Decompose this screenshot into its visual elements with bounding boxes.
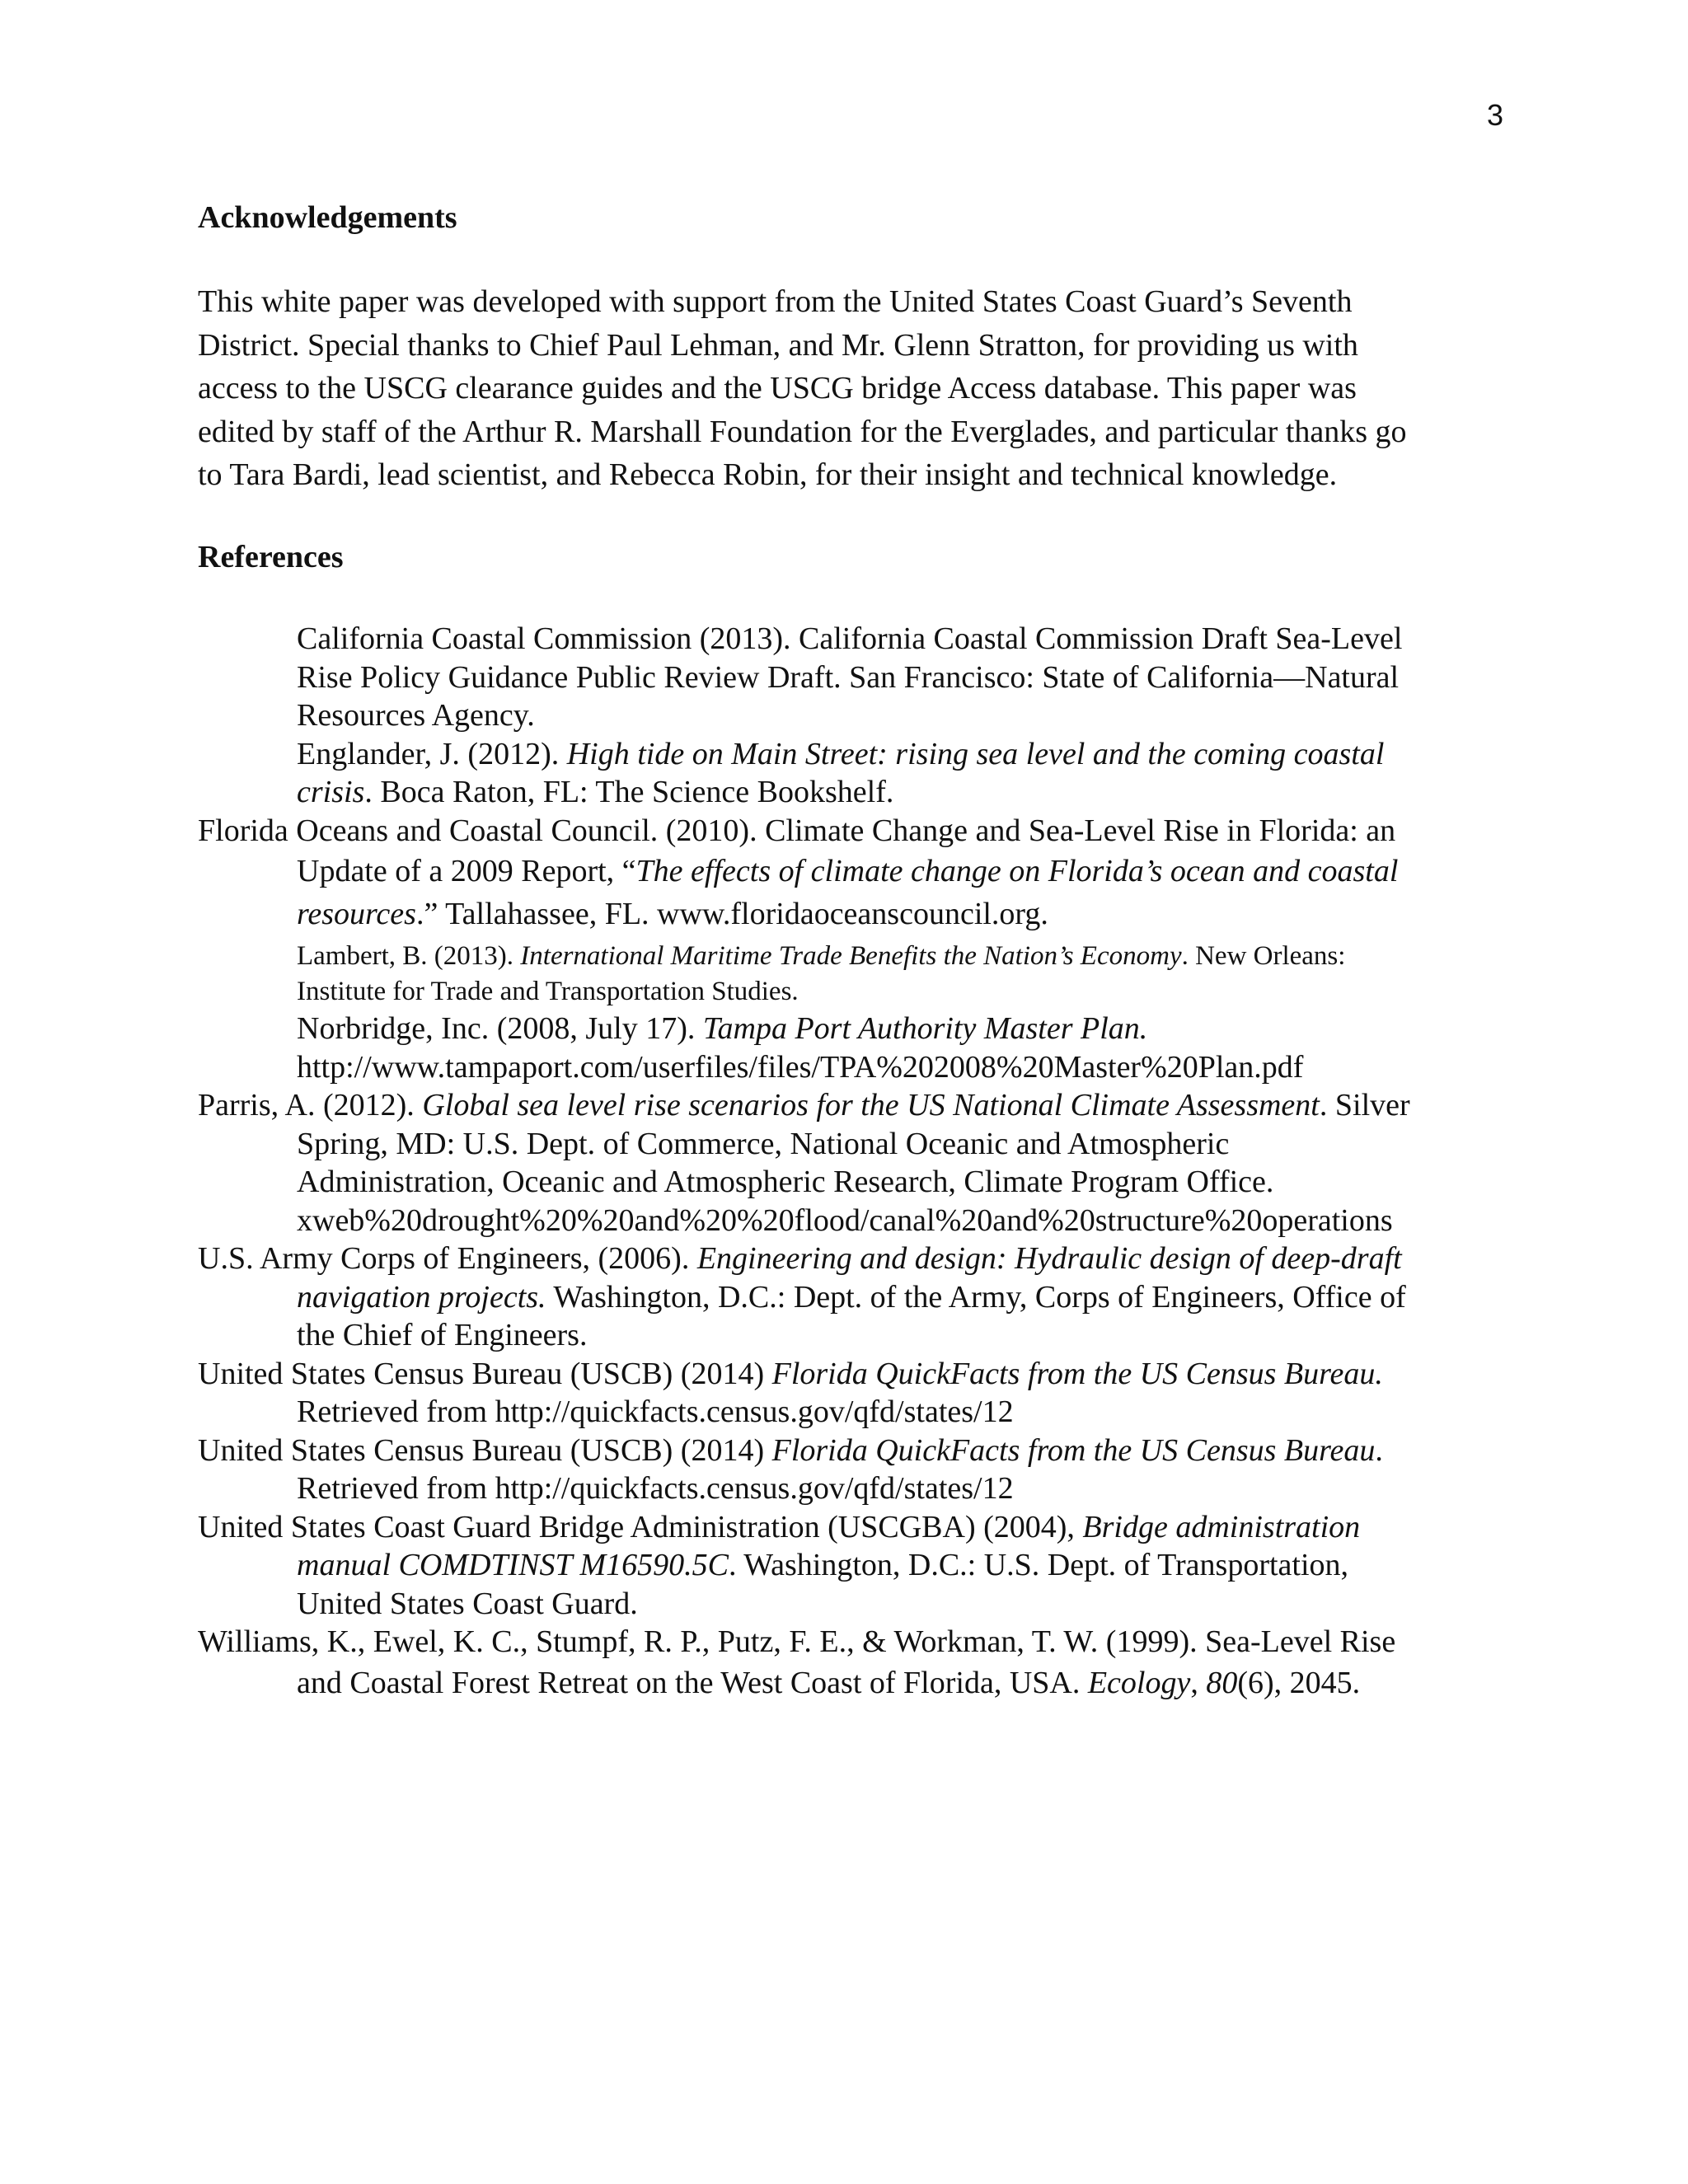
reference-line	[198, 620, 1517, 658]
reference-text: Spring, MD: U.S. Dept. of Commerce, National Oceanic and Atmospheric	[297, 1126, 1230, 1161]
reference-line	[198, 696, 1517, 735]
reference-line	[198, 1125, 1517, 1164]
reference-text: . Washington, D.C.: U.S. Dept. of Transportation,	[728, 1548, 1349, 1582]
reference-line	[198, 1086, 1517, 1125]
reference-url: xweb%20drought%20%20and%20%20flood/canal%20and%20structure%20operations	[297, 1202, 1393, 1238]
reference-title: Global sea level rise scenarios for the US National Climate Assessment	[422, 1088, 1320, 1122]
reference-line	[198, 1010, 1517, 1048]
reference-line	[198, 1546, 1517, 1585]
reference-text: Englander, J. (2012).	[297, 736, 567, 771]
reference-text: United States Coast Guard Bridge Administration (USCGBA) (2004),	[198, 1509, 1083, 1544]
reference-list	[198, 620, 1517, 1704]
acknowledgements-line: edited by staff of the Arthur R. Marshall Foundation for the Everglades, and particular thanks go	[198, 414, 1407, 449]
reference-text: . Silver	[1319, 1088, 1410, 1122]
reference-entry	[198, 620, 1517, 735]
reference-line	[198, 1508, 1517, 1547]
reference-line	[198, 1316, 1517, 1355]
reference-title: navigation projects.	[297, 1279, 546, 1315]
reference-title: The effects of climate change on Florida’s ocean and coastal	[635, 854, 1399, 888]
reference-volume: 80	[1206, 1665, 1238, 1700]
reference-line	[198, 812, 1517, 851]
reference-text: Parris, A. (2012).	[198, 1088, 423, 1122]
reference-text: Williams, K., Ewel, K. C., Stumpf, R. P., Putz, F. E., & Workman, T. W. (1999). Sea-Level Rise	[198, 1624, 1396, 1659]
reference-title: crisis	[297, 775, 365, 809]
reference-text: U.S. Army Corps of Engineers, (2006).	[198, 1241, 697, 1276]
reference-entry	[198, 939, 1517, 1010]
reference-text: Institute for Trade and Transportation Studies.	[297, 977, 799, 1006]
reference-text: Retrieved from http://quickfacts.census.gov/qfd/states/12	[297, 1394, 1014, 1429]
reference-entry	[198, 1086, 1517, 1240]
reference-line	[198, 974, 1517, 1010]
acknowledgements-paragraph	[198, 280, 1517, 497]
reference-line	[198, 1048, 1517, 1087]
reference-entry	[198, 1010, 1517, 1086]
reference-line	[198, 773, 1517, 812]
reference-title: International Maritime Trade Benefits the Nation’s Economy	[520, 941, 1182, 971]
reference-text: and Coastal Forest Retreat on the West Coast of Florida, USA.	[297, 1665, 1088, 1700]
reference-title: manual COMDTINST M16590.5C	[297, 1548, 729, 1582]
acknowledgements-heading: Acknowledgements	[198, 200, 457, 235]
reference-text: Retrieved from http://quickfacts.census.gov/qfd/states/12	[297, 1471, 1014, 1506]
reference-entry	[198, 1355, 1517, 1432]
reference-text: Norbridge, Inc. (2008, July 17).	[297, 1011, 703, 1046]
reference-line	[198, 939, 1517, 974]
reference-title: resources	[297, 897, 416, 931]
reference-entry	[198, 1432, 1517, 1508]
reference-line	[198, 1240, 1517, 1278]
reference-title: Tampa Port Authority Master Plan.	[702, 1011, 1148, 1046]
reference-text: (6), 2045.	[1237, 1665, 1361, 1700]
reference-title: Ecology	[1087, 1665, 1191, 1700]
acknowledgements-line: access to the USCG clearance guides and the USCG bridge Access database. This paper was	[198, 371, 1357, 405]
reference-text: Lambert, B. (2013).	[297, 941, 521, 971]
reference-url: http://www.tampaport.com/userfiles/files/TPA%202008%20Master%20Plan.pdf	[297, 1049, 1304, 1085]
reference-text: Update of a 2009 Report, “	[297, 854, 636, 888]
page-number: 3	[1486, 98, 1503, 132]
reference-title: Engineering and design: Hydraulic design of deep-draft	[696, 1241, 1402, 1276]
reference-entry	[198, 1240, 1517, 1355]
reference-line	[198, 1393, 1517, 1432]
reference-line	[198, 1355, 1517, 1394]
reference-title: Florida QuickFacts from the US Census Bureau.	[771, 1356, 1383, 1391]
reference-text: Florida Oceans and Coastal Council. (2010). Climate Change and Sea-Level Rise in Florida: an	[198, 813, 1396, 848]
reference-line	[198, 1163, 1517, 1202]
reference-text: United States Census Bureau (USCB) (2014)	[198, 1356, 772, 1391]
reference-line	[198, 1432, 1517, 1470]
reference-line	[198, 1585, 1517, 1624]
reference-title: High tide on Main Street: rising sea level and the coming coastal	[566, 736, 1385, 771]
reference-text: California Coastal Commission (2013). California Coastal Commission Draft Sea-Level	[297, 621, 1403, 656]
reference-text: ,	[1190, 1665, 1207, 1700]
reference-text: .	[1375, 1432, 1383, 1468]
reference-text: Washington, D.C.: Dept. of the Army, Corps of Engineers, Office of	[546, 1279, 1406, 1315]
references-heading: References	[198, 540, 344, 574]
reference-line	[198, 658, 1517, 697]
reference-text: Rise Policy Guidance Public Review Draft. San Francisco: State of California—Natural	[297, 659, 1400, 695]
reference-text: . New Orleans:	[1181, 941, 1346, 971]
reference-line	[198, 1278, 1517, 1317]
reference-entry	[198, 1508, 1517, 1624]
reference-entry	[198, 735, 1517, 812]
reference-line	[198, 893, 1517, 935]
acknowledgements-line: to Tara Bardi, lead scientist, and Rebecca Robin, for their insight and technical knowledge.	[198, 457, 1338, 492]
reference-title: Bridge administration	[1082, 1509, 1361, 1544]
reference-line	[198, 1469, 1517, 1508]
reference-text: . Boca Raton, FL: The Science Bookshelf.	[364, 775, 894, 809]
reference-entry	[198, 1623, 1517, 1704]
reference-line	[198, 735, 1517, 774]
reference-title: Florida QuickFacts from the US Census Bureau	[771, 1432, 1376, 1468]
reference-text: United States Census Bureau (USCB) (2014)	[198, 1432, 772, 1468]
acknowledgements-line: This white paper was developed with support from the United States Coast Guard’s Seventh	[198, 284, 1353, 319]
reference-line	[198, 1623, 1517, 1661]
reference-text: .” Tallahassee, FL. www.floridaoceanscouncil.org.	[415, 897, 1048, 931]
reference-text: United States Coast Guard.	[297, 1586, 638, 1621]
reference-text: the Chief of Engineers.	[297, 1318, 588, 1352]
reference-line	[198, 850, 1517, 893]
reference-line	[198, 1202, 1517, 1240]
reference-entry	[198, 812, 1517, 936]
reference-text: Resources Agency.	[297, 698, 535, 733]
reference-text: Administration, Oceanic and Atmospheric Research, Climate Program Office.	[297, 1165, 1274, 1199]
reference-line	[198, 1661, 1517, 1704]
acknowledgements-line: District. Special thanks to Chief Paul Lehman, and Mr. Glenn Stratton, for providing us with	[198, 327, 1358, 363]
